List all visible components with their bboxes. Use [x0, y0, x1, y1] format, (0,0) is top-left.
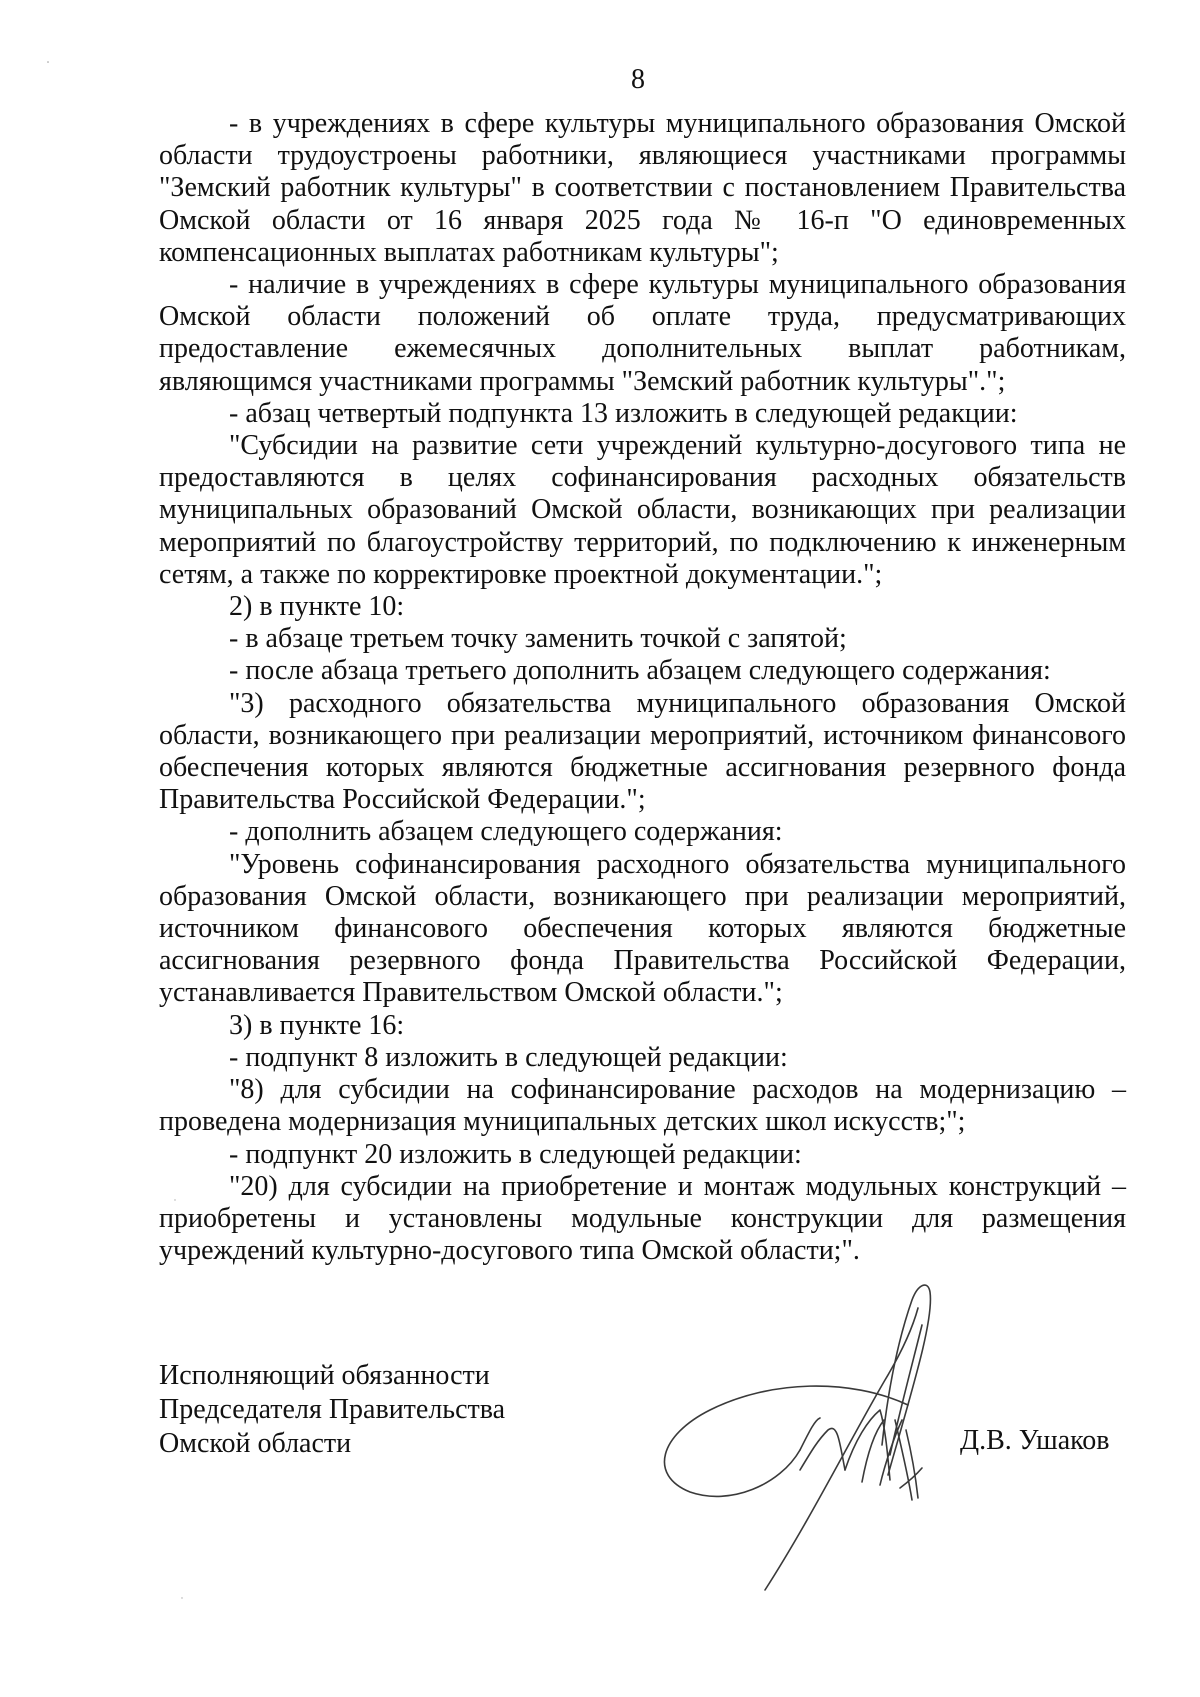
scan-speck: [174, 1199, 175, 1200]
body-paragraph: 3) в пункте 16:: [229, 1009, 405, 1041]
body-paragraph: "20) для субсидии на приобретение и монтаж модульных конструкций – приобретены и установлены модульные конструкции для размещения учреждений культурно-досугового типа Омской области;".: [159, 1170, 1126, 1267]
body-paragraph: - в учреждениях в сфере культуры муниципального образования Омской области трудоустроены работники, являющиеся участниками программы "Земский работник культуры" в соответствии с постановлением Правительства Омской области от 16 января 2025 года № 16-п "О единовременных компенсационных выплатах работникам культуры";: [159, 108, 1126, 268]
body-paragraph: - дополнить абзацем следующего содержания:: [229, 816, 783, 848]
scan-speck: [47, 61, 49, 63]
body-paragraph: - после абзаца третьего дополнить абзацем следующего содержания:: [229, 655, 1051, 687]
signatory-position-line: Председателя Правительства: [159, 1394, 506, 1425]
page-number: 8: [631, 64, 645, 95]
body-paragraph: "8) для субсидии на софинансирование расходов на модернизацию – проведена модернизация муниципальных детских школ искусств;";: [159, 1074, 1126, 1138]
signer-name: Д.В. Ушаков: [960, 1425, 1110, 1456]
signatory-position-line: Омской области: [159, 1428, 352, 1459]
body-paragraph: "3) расходного обязательства муниципального образования Омской области, возникающего при реализации мероприятий, источником финансового обеспечения которых являются бюджетные ассигнования резервного фонда Правительства Российской Федерации.";: [159, 687, 1126, 816]
body-paragraph: - в абзаце третьем точку заменить точкой с запятой;: [229, 623, 847, 655]
body-paragraph: - подпункт 20 изложить в следующей редакции:: [229, 1138, 802, 1170]
body-paragraph: - абзац четвертый подпункта 13 изложить в следующей редакции:: [229, 397, 1018, 429]
body-paragraph: "Субсидии на развитие сети учреждений культурно-досугового типа не предоставляются в целях софинансирования расходных обязательств муниципальных образований Омской области, возникающих при реализации мероприятий по благоустройству территорий, по подключению к инженерным сетям, а также по корректировке проектной документации.";: [159, 430, 1126, 590]
body-paragraph: 2) в пункте 10:: [229, 591, 405, 623]
signatory-position-line: Исполняющий обязанности: [159, 1360, 490, 1391]
body-paragraph: - подпункт 8 изложить в следующей редакции:: [229, 1041, 788, 1073]
body-paragraph: "Уровень софинансирования расходного обязательства муниципального образования Омской области, возникающего при реализации мероприятий, источником финансового обеспечения которых являются бюджетные ассигнования резервного фонда Правительства Российской Федерации, устанавливается Правительством Омской области.";: [159, 848, 1126, 1009]
body-paragraph: - наличие в учреждениях в сфере культуры муниципального образования Омской области положений об оплате труда, предусматривающих предоставление ежемесячных дополнительных выплат работникам, являющимся участниками программы "Земский работник культуры".";: [159, 269, 1126, 397]
scan-speck: [181, 1597, 182, 1598]
